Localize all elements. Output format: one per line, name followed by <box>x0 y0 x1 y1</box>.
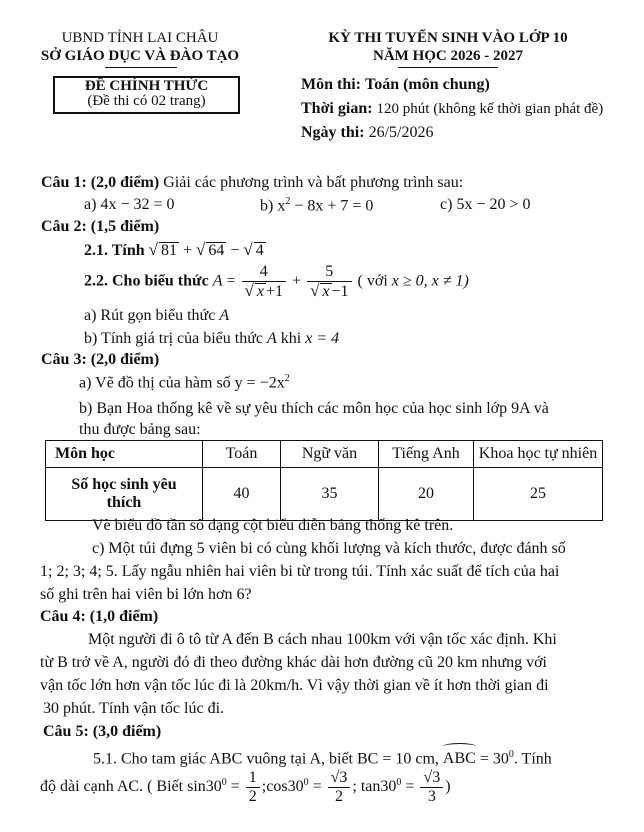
q2-b-when: khi <box>280 330 302 347</box>
table-header-cell: Tiếng Anh <box>379 441 474 468</box>
school-year: NĂM HỌC 2026 - 2027 <box>373 48 523 64</box>
table-cell: 20 <box>379 468 474 521</box>
time-line <box>301 100 603 118</box>
table-header-cell: Khoa học tự nhiên <box>474 441 603 468</box>
fraction-1-tail: +1 <box>266 283 284 300</box>
q3-b-line1: b) Bạn Hoa thống kê về sự yêu thích các môn học của học sinh lớp 9A và <box>79 400 549 417</box>
table-header-cell: Môn học <box>46 441 203 468</box>
q1-b-label: b) <box>260 197 274 215</box>
q2-b-cond: x = 4 <box>305 330 340 347</box>
q1-c-label: c) <box>440 196 453 213</box>
q2-b: b) Tính giá trị của biểu thức A khi x = 4 <box>84 330 340 347</box>
tan-label: ; tan30 <box>352 778 397 796</box>
q1-a <box>84 196 174 214</box>
cos-label: ;cos30 <box>261 778 304 796</box>
fraction-1 <box>242 263 286 301</box>
q1-c-expr: 5x − 20 > 0 <box>456 196 531 213</box>
q4-line4: 30 phút. Tính vận tốc lúc đi. <box>43 700 225 717</box>
fraction-1-radicand: x <box>256 283 264 300</box>
date-value: 26/5/2026 <box>368 124 434 141</box>
condition-open: ( với <box>357 272 388 290</box>
table-cell: 35 <box>281 468 379 521</box>
angle-abc: ABC <box>443 750 476 768</box>
condition: x ≥ 0, x ≠ 1) <box>391 272 469 290</box>
q2-1-label: 2.1. Tính <box>84 242 145 259</box>
fraction-2 <box>307 263 351 301</box>
exam-title: KỲ THI TUYỂN SINH VÀO LỚP 10 <box>328 30 568 46</box>
date-label: Ngày thi: <box>301 124 365 141</box>
q3-b-line2: thu được bảng sau: <box>79 421 201 438</box>
q5-tail: . Tính <box>513 750 552 768</box>
q3-a-text: a) Vẽ đồ thị của hàm số <box>79 374 231 392</box>
q2-2: 2.2. Cho biểu thức A = $\frac{4}{√ x +1}$ + $\frac{5}{√ x -1}$ ( với x ≥ 0, x ≠ 1) <box>84 263 469 300</box>
q1-text: Giải các phương trình và bất phương trình sau: <box>163 174 464 191</box>
q1-c <box>440 196 530 214</box>
fraction-2-radicand: x <box>322 283 330 300</box>
q4-title: Câu 4: (1,0 điểm) <box>40 608 159 625</box>
q1-b-expr-pre: x <box>277 197 286 215</box>
q5-line2-pre: độ dài cạnh AC. ( Biết sin30 <box>40 778 222 796</box>
stats-table <box>45 440 603 521</box>
table-header-row <box>46 441 603 468</box>
q2-a-text: a) Rút gọn biểu thức <box>84 307 216 324</box>
q4-line1: Một người đi ô tô từ A đến B cách nhau 100km với vận tốc xác định. Khi <box>88 631 557 648</box>
q1-b: b) $x^2 - 8x + 7 = 0$ <box>260 196 374 215</box>
sin-fraction: $\frac{1}{2}$ <box>246 769 260 806</box>
q3-b-after: Vẽ biểu đồ tần số dạng cột biểu diễn bảng thống kê trên. <box>92 517 454 534</box>
expr-A: A <box>212 272 223 290</box>
q2-title: Câu 2: (1,5 điểm) <box>41 218 160 235</box>
q4-line2: từ B trở về A, người đó đi theo đường khác dài hơn đường cũ 20 km nhưng với <box>40 654 547 671</box>
fraction-1-den: √ x +1 <box>244 281 284 300</box>
sqrt-4: 4 <box>255 242 264 259</box>
q1-a-label: a) <box>84 196 97 213</box>
subject-label: Môn thi: <box>301 76 361 93</box>
q3-a-func: y = −2x <box>234 374 285 392</box>
sqrt-64: 64 <box>208 242 225 259</box>
q1-heading <box>41 174 463 192</box>
subject-value: Toán (môn chung) <box>365 76 490 93</box>
q4-line3: vận tốc lớn hơn vận tốc lúc đi là 20km/h. Vì vậy thời gian về ít hơn thời gian đi <box>40 677 549 694</box>
cos-fraction: $\frac{√3}{2}$ <box>328 769 351 806</box>
q3-a: a) Vẽ đồ thị của hàm số $y = -2x^2$ <box>79 373 290 392</box>
time-label: Thời gian: <box>301 100 373 117</box>
department-underline <box>105 67 177 68</box>
table-cell: 40 <box>203 468 281 521</box>
table-cell: 25 <box>474 468 603 521</box>
q5-line2: độ dài cạnh AC. ( Biết $\sin 30^0$ = $\frac{1}{2}$ $;\cos 30^0$ = $\frac{√3}{2}$ ; $\tan 30^0$ = $\frac{√3}{3}$ ) <box>40 769 451 805</box>
table-row-label: Số học sinh yêu thích <box>46 468 203 521</box>
table-header-cell: Toán <box>203 441 281 468</box>
page-note: (Đề thi có 02 trang) <box>87 93 206 109</box>
q3-c-line2: 1; 2; 3; 4; 5. Lấy ngẫu nhiên hai viên bi từ trong túi. Tính xác suất để tích của hai <box>40 563 560 580</box>
official-label: ĐỀ CHÍNH THỨC <box>84 78 209 94</box>
q1-b-expr-post: − 8x + 7 = 0 <box>290 197 374 215</box>
angle-value: = 30 <box>479 750 509 768</box>
fraction-2-num: 5 <box>307 263 351 282</box>
q5-close: ) <box>445 778 451 796</box>
q3-c-line1: c) Một túi đựng 5 viên bi có cùng khối lượng và kích thước, được đánh số <box>92 540 566 557</box>
date-line <box>301 124 433 142</box>
q2-a: a) Rút gọn biểu thức A <box>84 307 230 324</box>
q3-title: Câu 3: (2,0 điểm) <box>41 351 160 368</box>
q3-c-line3: số ghi trên hai viên bi lớn hơn 6? <box>40 586 252 603</box>
q5-line1: 5.1. Cho tam giác ABC vuông tại A, biết BC = 10 cm, ABC = $30^0$. Tính <box>93 749 552 768</box>
tan-fraction: $\frac{√3}{3}$ <box>420 769 443 806</box>
q5-p1-text: 5.1. Cho tam giác ABC vuông tại A, biết BC = 10 cm, <box>93 750 439 768</box>
q5-title: Câu 5: (3,0 điểm) <box>43 723 162 740</box>
table-row <box>46 468 603 521</box>
table-header-cell: Ngữ văn <box>281 441 379 468</box>
q1-title: Câu 1: (2,0 điểm) <box>41 174 160 191</box>
q2-1: 2.1. Tính √ 81 + √ 64 − √ 4 <box>84 240 264 259</box>
time-value: 120 phút (không kể thời gian phát đề) <box>376 101 604 117</box>
q2-b-text: b) Tính giá trị của biểu thức <box>84 330 263 347</box>
fraction-2-den: √ x −1 <box>310 281 349 300</box>
fraction-2-tail: −1 <box>331 283 349 300</box>
sqrt-81: 81 <box>160 242 177 259</box>
department-name: SỞ GIÁO DỤC VÀ ĐÀO TẠO <box>40 48 240 64</box>
q2-2-label: 2.2. Cho biểu thức <box>84 272 209 290</box>
q1-a-expr: 4x − 32 = 0 <box>100 196 175 213</box>
school-year-underline <box>398 67 498 68</box>
province-name: UBND TỈNH LAI CHÂU <box>61 30 219 46</box>
fraction-1-num: 4 <box>242 263 286 282</box>
subject-line <box>301 76 490 94</box>
